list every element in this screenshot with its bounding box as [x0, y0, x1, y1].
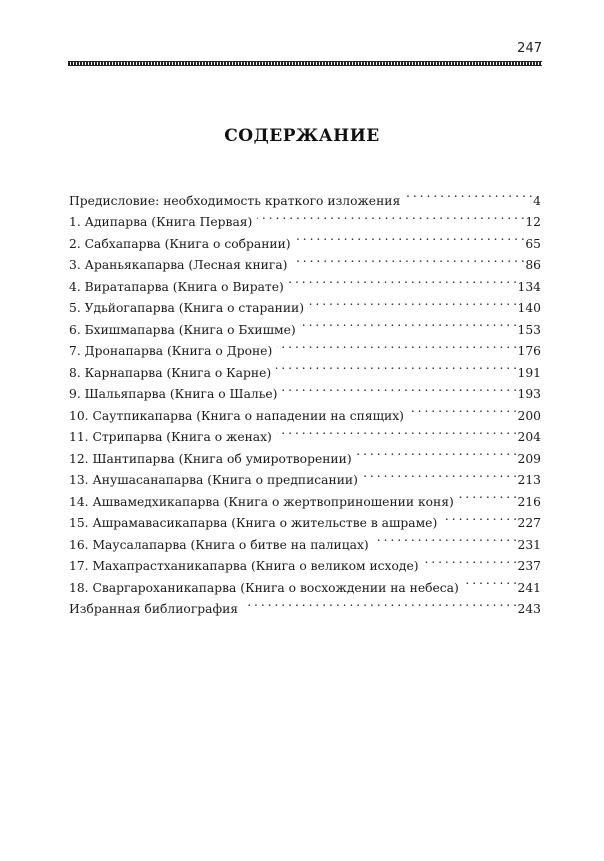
toc-entry-label: 2. Сабхапарва (Книга о собрании) — [69, 236, 291, 251]
toc-entry-label: 10. Саутпикапарва (Книга о нападении на спящих) — [69, 408, 404, 423]
toc-entry-label: 17. Махапрастханикапарва (Книга о великом исходе) — [69, 559, 419, 573]
toc-entry-label: 9. Шальяпарва (Книга о Шалье) — [69, 387, 278, 401]
toc-entry-label: 13. Анушасанапарва (Книга о предписании) — [69, 473, 358, 487]
toc-entry-label: 7. Дронапарва (Книга о Дроне) — [69, 344, 273, 358]
toc-entry-label: 4. Виратапарва (Книга о Вирате) — [69, 279, 284, 294]
header-rule — [68, 61, 542, 66]
dot-leader — [309, 291, 516, 313]
dot-leader — [374, 527, 517, 549]
toc-entry-page: 65 — [525, 236, 541, 251]
toc-entry-page: 4 — [533, 193, 541, 208]
toc-entry-page: 191 — [517, 365, 541, 380]
toc-entry-page: 12 — [525, 215, 541, 229]
toc-entry-label: 15. Ашрамавасикапарва (Книга о жительстве в ашраме) — [69, 516, 438, 530]
toc-entry-label: 16. Маусалапарва (Книга о битве на палицах) — [69, 537, 369, 552]
page-number: 247 — [517, 41, 542, 56]
toc-entry-page: 176 — [517, 344, 541, 358]
toc-entry-label: 3. Араньякапарва (Лесная книга) — [69, 258, 288, 272]
toc-entry-label: 11. Стрипарва (Книга о женах) — [69, 430, 272, 444]
toc-entry-page: 237 — [517, 559, 541, 573]
toc-entry-label: 18. Сваргароханикапарва (Книга о восхождении на небеса) — [69, 580, 459, 595]
toc-entry-label: 6. Бхишмапарва (Книга о Бхишме) — [69, 322, 296, 337]
dot-leader — [282, 377, 516, 399]
toc-entry-label: 1. Адипарва (Книга Первая) — [69, 215, 253, 229]
dot-leader — [424, 549, 517, 571]
dot-leader — [257, 205, 524, 227]
dot-leader — [357, 441, 517, 463]
dot-leader — [289, 269, 517, 291]
dot-leader — [277, 420, 517, 442]
toc-entry-page: 243 — [517, 602, 541, 616]
toc-entry-label: 14. Ашвамедхикапарва (Книга о жертвоприношении коня) — [69, 494, 454, 509]
dot-leader — [363, 463, 517, 485]
dot-leader — [464, 570, 517, 592]
toc-entry-page: 231 — [517, 537, 541, 552]
toc-entry-page: 227 — [517, 516, 541, 530]
toc-entry-page: 134 — [517, 279, 541, 294]
toc-entry-label: Избранная библиография — [69, 602, 239, 616]
toc-entry-page: 241 — [517, 580, 541, 595]
page-title: СОДЕРЖАНИЕ — [224, 126, 380, 146]
toc-entry-page: 86 — [525, 258, 541, 272]
toc-entry-label: Предисловие: необходимость краткого изложения — [69, 193, 401, 208]
dot-leader — [277, 334, 516, 356]
toc-entry-page: 193 — [517, 387, 541, 401]
dot-leader — [301, 312, 517, 334]
toc-entry-label: 8. Карнапарва (Книга о Карне) — [69, 365, 272, 380]
dot-leader — [442, 506, 516, 528]
toc-entry-page: 200 — [517, 408, 541, 423]
toc-entry-preface[interactable] — [69, 183, 541, 208]
toc-entry-label: 12. Шантипарва (Книга об умиротворении) — [69, 451, 352, 466]
toc-entry-page: 140 — [517, 301, 541, 315]
table-of-contents — [69, 183, 541, 616]
dot-leader — [459, 484, 517, 506]
dot-leader — [243, 592, 516, 614]
dot-leader — [292, 248, 524, 270]
toc-entry-page: 213 — [517, 473, 541, 487]
toc-entry-page: 204 — [517, 430, 541, 444]
dot-leader — [409, 398, 517, 420]
toc-entry-page: 216 — [517, 494, 541, 509]
dot-leader — [276, 355, 516, 377]
toc-entry-page: 209 — [517, 451, 541, 466]
dot-leader — [296, 226, 525, 248]
toc-entry-page: 153 — [517, 322, 541, 337]
toc-entry-label: 5. Удьйогапарва (Книга о старании) — [69, 301, 305, 315]
dot-leader — [405, 183, 532, 205]
